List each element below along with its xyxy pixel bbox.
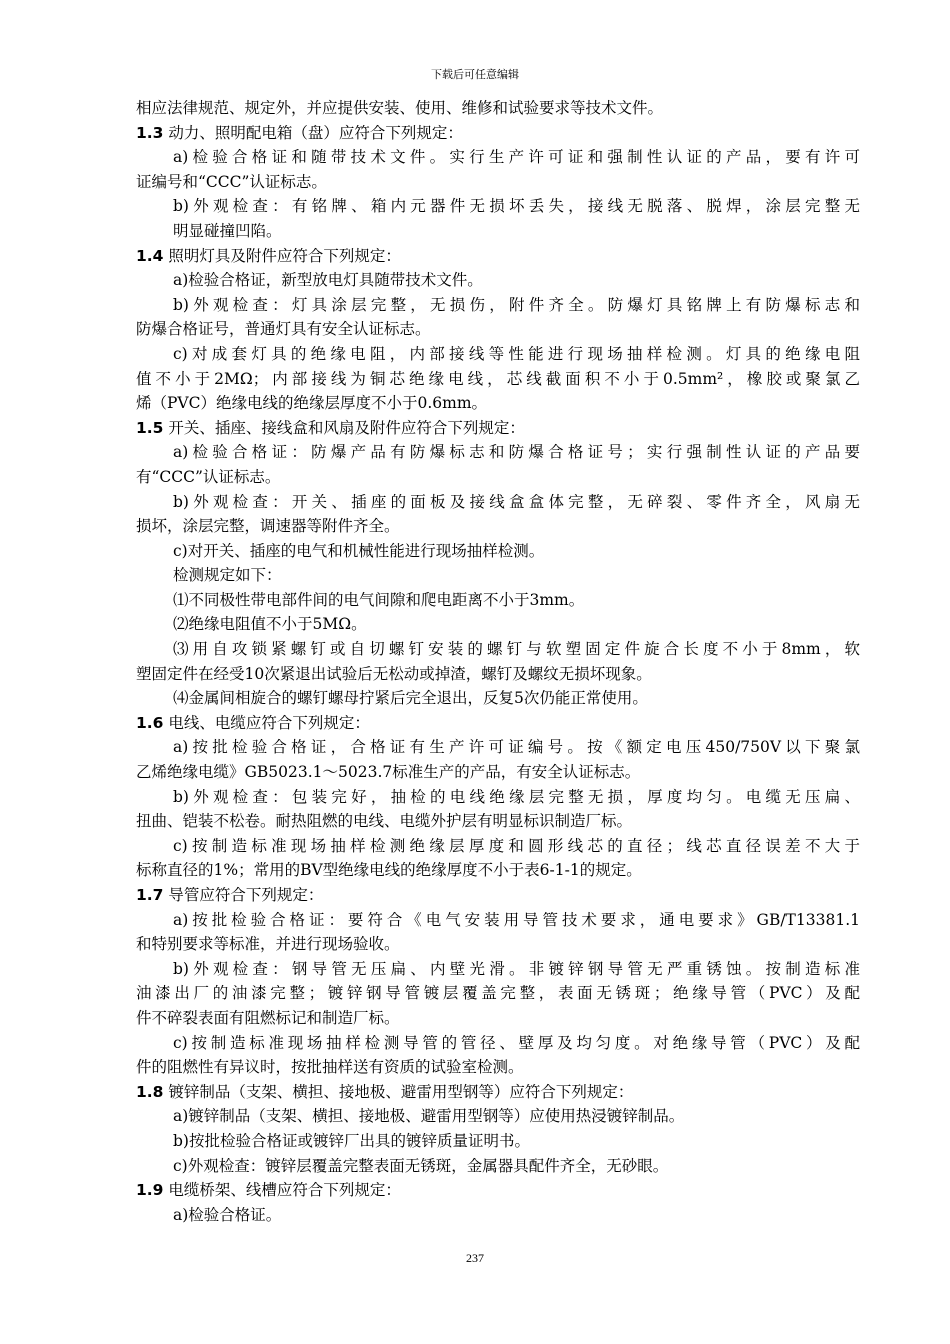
text-line: 件不碎裂表面有阻燃标记和制造厂标。 [136, 1008, 400, 1027]
text-line: b)外观检查：灯具涂层完整，无损伤，附件齐全。防爆灯具铭牌上有防爆标志和 [173, 295, 860, 314]
section-title: 动力、照明配电箱（盘）应符合下列规定： [168, 123, 463, 142]
section-number: 1.7 [136, 886, 164, 904]
section-heading [136, 244, 860, 269]
section-number: 1.9 [136, 1181, 164, 1200]
section-title: 电线、电缆应符合下列规定： [168, 713, 370, 732]
text-line: b)外观检查：开关、插座的面板及接线盒盒体完整，无碎裂、零件齐全，风扇无 [173, 492, 860, 511]
text-line: c)外观检查：镀锌层覆盖完整表面无锈斑，金属器具配件齐全，无砂眼。 [173, 1156, 669, 1175]
text-line: 相应法律规范、规定外，并应提供安装、使用、维修和试验要求等技术文件。 [136, 99, 664, 117]
text-line: b)按批检验合格证或镀锌厂出具的镀锌质量证明书。 [173, 1131, 530, 1150]
section-heading [136, 416, 860, 441]
page-header: 下载后可任意编辑 [431, 68, 519, 81]
section-number: 1.8 [136, 1082, 164, 1101]
section-title: 电缆桥架、线槽应符合下列规定： [168, 1181, 401, 1200]
text-line: 防爆合格证号，普通灯具有安全认证标志。 [136, 320, 431, 339]
text-line: 检测规定如下： [173, 566, 282, 585]
section-heading [136, 883, 860, 908]
text-line: 有“CCC”认证标志。 [136, 467, 281, 486]
section-number: 1.5 [136, 418, 164, 437]
document-body [136, 96, 860, 1227]
text-line: a)按批检验合格证，合格证有生产许可证编号。按《额定电压450/750V以下聚氯 [173, 738, 860, 757]
text-line: c)对成套灯具的绝缘电阻，内部接线等性能进行现场抽样检测。灯具的绝缘电阻 [173, 344, 860, 363]
text-line: 乙烯绝缘电缆》GB5023.1～5023.7标准生产的产品，有安全认证标志。 [136, 763, 641, 782]
text-line: a)镀锌制品（支架、横担、接地极、避雷用型钢等）应使用热浸镀锌制品。 [173, 1107, 685, 1126]
text-line: c)对开关、插座的电气和机械性能进行现场抽样检测。 [173, 541, 545, 560]
section-number: 1.3 [136, 123, 164, 142]
section-number: 1.6 [136, 713, 164, 732]
text-line: a)检验合格证：防爆产品有防爆标志和防爆合格证号；实行强制性认证的产品要 [173, 443, 860, 462]
text-line: 和特别要求等标准，并进行现场验收。 [136, 935, 400, 954]
text-line: b)外观检查：包装完好，抽检的电线绝缘层完整无损，厚度均匀。电缆无压扁、 [173, 787, 860, 806]
text-line: ⑵绝缘电阻值不小于5MΩ。 [173, 615, 367, 634]
section-title: 镀锌制品（支架、横担、接地极、避雷用型钢等）应符合下列规定： [168, 1082, 634, 1101]
text-line: 损坏，涂层完整，调速器等附件齐全。 [136, 517, 400, 536]
text-line: 值不小于2MΩ；内部接线为铜芯绝缘电线，芯线截面积不小于0.5mm²，橡胶或聚氯乙 [136, 369, 860, 388]
text-line: a)检验合格证，新型放电灯具随带技术文件。 [173, 271, 483, 290]
text-line: ⑶用自攻锁紧螺钉或自切螺钉安装的螺钉与软塑固定件旋合长度不小于8mm，软 [173, 640, 860, 659]
section-title: 导管应符合下列规定： [168, 886, 324, 904]
text-line: b)外观检查：有铭牌、箱内元器件无损坏丢失，接线无脱落、脱焊，涂层完整无 [173, 197, 860, 216]
text-line: 塑固定件在经受10次紧退出试验后无松动或掉渣，螺钉及螺纹无损坏现象。 [136, 664, 652, 683]
text-line: 件的阻燃性有异议时，按批抽样送有资质的试验室检测。 [136, 1058, 524, 1077]
section-number: 1.4 [136, 246, 164, 265]
text-line: c)按制造标准现场抽样检测导管的管径、壁厚及均匀度。对绝缘导管（PVC）及配 [173, 1033, 860, 1052]
section-heading [136, 1080, 860, 1105]
text-line: b)外观检查：钢导管无压扁、内壁光滑。非镀锌钢导管无严重锈蚀。按制造标准 [173, 959, 860, 978]
text-line: 明显碰撞凹陷。 [173, 221, 282, 240]
page-number: 237 [466, 1251, 484, 1265]
text-line: a)检验合格证。 [173, 1205, 282, 1224]
text-line: ⑷金属间相旋合的螺钉螺母拧紧后完全退出，反复5次仍能正常使用。 [173, 689, 648, 708]
section-title: 开关、插座、接线盒和风扇及附件应符合下列规定： [168, 418, 525, 437]
text-line: a)检验合格证和随带技术文件。实行生产许可证和强制性认证的产品，要有许可 [173, 148, 860, 167]
text-line: 油漆出厂的油漆完整；镀锌钢导管镀层覆盖完整，表面无锈斑；绝缘导管（PVC）及配 [136, 984, 860, 1003]
section-heading [136, 711, 860, 736]
section-title: 照明灯具及附件应符合下列规定： [168, 246, 401, 265]
text-line: a)按批检验合格证：要符合《电气安装用导管技术要求，通电要求》GB/T13381.1 [173, 910, 860, 929]
text-line: 烯（PVC）绝缘电线的绝缘层厚度不小于0.6mm。 [136, 394, 488, 413]
text-line: ⑴不同极性带电部件间的电气间隙和爬电距离不小于3mm。 [173, 590, 585, 609]
text-line: 证编号和“CCC”认证标志。 [136, 172, 327, 191]
section-heading [136, 121, 860, 146]
section-heading [136, 1178, 860, 1203]
text-line: c)按制造标准现场抽样检测绝缘层厚度和圆形线芯的直径；线芯直径误差不大于 [173, 836, 860, 855]
text-line: 扭曲、铠装不松卷。耐热阻燃的电线、电缆外护层有明显标识制造厂标。 [136, 812, 633, 831]
text-line: 标称直径的1%；常用的BV型绝缘电线的绝缘厚度不小于表6-1-1的规定。 [136, 861, 642, 880]
